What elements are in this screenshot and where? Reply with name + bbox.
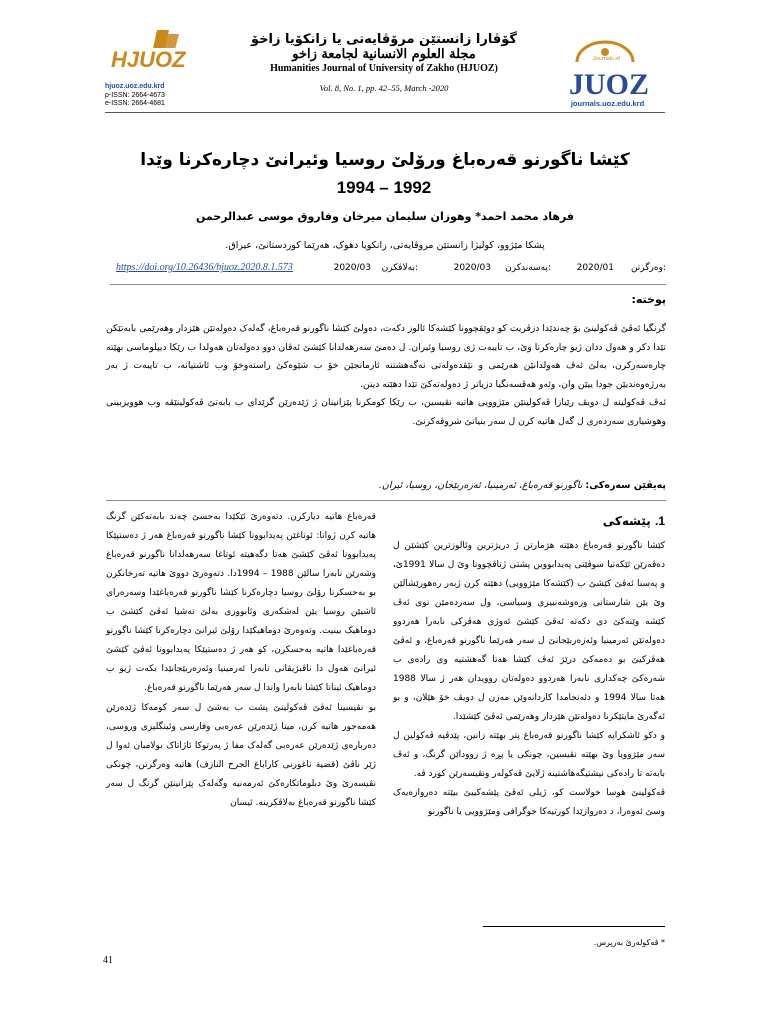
hjuoz-url[interactable]: hjuoz.uoz.edu.krd bbox=[105, 83, 165, 90]
page-number: 41 bbox=[103, 955, 113, 966]
article-title: كێشا ناگورنو قەرەباغ ورۆلێ روسیا وئیرانێ دچارەكرنا وێدا bbox=[140, 150, 630, 170]
section-title: پێشەکی bbox=[602, 514, 651, 528]
article-affiliation: پشکا مێژوو، کولیژا زانستێن مروڤایەتی، زانکویا دهوک، هەرێما کوردستانێ، عیراق. bbox=[225, 240, 545, 251]
section-heading bbox=[393, 512, 665, 531]
body-paragraph: ڤەکولینێ هوسا خولاست کو، ژیلی ئەڤێ پێشەکییێ بیێتە دەروازەیەک وسێ ئەوەرا، د دەروازێدا کورتیەکا جوگرافی ومێژوویی یا ناگورنو bbox=[393, 788, 665, 817]
juoz-url[interactable]: journals.uoz.edu.krd bbox=[570, 99, 645, 108]
body-paragraph: و دکو ئاشکرایە کێشا ناگورنو قەرەباغ پتر بهێتە زانین، پێدڤیە ڤەکولین ل سەر مێژوویا وێ بهێتە نڤیسین، چونکی یا پڕە ژ رووداێن گرنگ، و ئەڤ بابەتە تا رادەکی نیشتیگەهاشتینە ژلایێ ڤەکولەر ونڤیسەرێن کورد ڤە. bbox=[393, 731, 665, 779]
footnote: * ڤەکولەرێ بەرپرس. bbox=[593, 938, 665, 947]
doi-link[interactable]: https://doi.org/10.26436/hjuoz.2020.8.1.573 bbox=[116, 262, 293, 273]
received-value: 2020/01 bbox=[576, 263, 614, 273]
keywords-line bbox=[106, 480, 666, 491]
dates-divider bbox=[110, 284, 666, 285]
right-column bbox=[393, 512, 665, 822]
juoz-logo-text: JUOZ bbox=[569, 68, 648, 98]
journal-title-kurdish: گۆڤارا زانستێن مرۆڤایەتی یا زانكۆیا زاخۆ bbox=[251, 32, 517, 47]
abstract-paragraph: ئەڤ ڤەکولینە ل دویڤ رێبازا ڤەکولینێن مێژوویی هاتیە نڤیسین، ب رێکا کومکرنا پێزانینان ژ ژێدەرێن گرێدای ب بابەتێ ڤەکولینێڤە وب هوویربینی وهوشیاری سەردەری ل گەل هاتیە کرن ل سەر بنیاتێ شروڤەکرنێ. bbox=[106, 397, 666, 427]
abstract-heading: پوختە: bbox=[631, 293, 666, 306]
body-paragraph: کێشا ناگورنو قەرەباغ دهێتە هژمارتن ژ دریژترین وئالوزترین کێشێن ل دەڤەرێن ئێکەتیا سوڤێتی پەیدابووین پشتی ژناڤچوونا وێ ل سالا 1991ێ، و پەسنا ئەڤێ کێشێ ب (کێشەکا مێژوویی) دهێتە کرن ژبەر رەهورێشالێن وێ یێن شارستانی ورەوشەنبیری وسیاسی، ول سەردەمێن نوی ئەڤ کێشە وێنەکێ دی دکەتە ئەڤێ کێشێ ئەوژی هەڤرکی نابەرا هەردوو دەولەتێن ئەرمینیا وئەزەربێجانێ ل سەر هەرێما ناگورنو قەرەباغ، و ئەڤێ هەڤرکیێ بو دەمەکێ درێژ ئەڤ کێشا هەتا گەهشتیە وی رادەی ب شەرەکێ چەکداری نابەرا هەردوو دەولەتان روویدان هەر ژ سالا 1988 هەتا سالا 1994 و دئەنجامدا کاردانەوێن مەزن ل دویڤ خۆ هێلان، و بو ئەگەرێ مایتێکرنا دەولەتێن هێزدار وهەرێمی ئەڤێ کێشێدا. bbox=[393, 541, 665, 722]
hjuoz-logo-text: HJUOZ bbox=[111, 47, 186, 72]
body-paragraph: بو نڤیسینا ئەڤێ ڤەکولینێ پشت ب بەشێ ل سەر کومەکا ژێدەرێن هەمەجور هاتیە کرن، مینا ژێدەرێن عەرەبی وفارسی وئینگلیزی وروسی، دەربارەی ژێدەرێن عەرەبی گەلەک مفا ژ پەرتوکا ئاژاتاک بولامبان ئەوا ل ژێر ناڤێ (قضیة ناغورنی كاراباغ الجرح النازف) هاتیە وەرگرتن، چونکی نڤیسەرێ وێ دبلوماتکارەکێ ئەرمەنیە وگەلەک پێزانینێن گرنگ ل سەر کێشا ناگورنو قەرەباغ بەلاڤکرینە. ئیسان bbox=[106, 703, 376, 808]
p-issn: p-ISSN: 2664-4673 bbox=[105, 91, 165, 99]
juoz-logo-small-text: Journals of bbox=[593, 56, 620, 62]
left-column bbox=[106, 508, 376, 814]
published-label: بەلاڤكرن: bbox=[381, 263, 418, 273]
article-years: 1994 – 1992 bbox=[336, 178, 432, 197]
body-paragraph: قەرەباغ هاتیە دیارکرن. دتەوەرێ ئێکێدا بەحسێ چەند بابەتەکێن گرنگ هاتیە کرن ژوانا: ئوتاغێن پەیدابوونا کێشا ناگورنو قەرەباغ هەر ژ دەستپێکا پەیدابوونا ئەڤێ کێشێ هەتا دگەهیتە ئوتاغا سەرهەلدانا ناگورنو قەرەباغ وشەرێن نابەرا سالێن 1988 – 1994دا. دتەوەرێ دووێ هاتیە تەرخانکرن بو بەحسکرنا رۆلێ روسیا دچارەکرنا کێشا ناگورنو قەرەباغێدا وسەرەرای ئاشیێن روسیا یێن لەشکەری وئابووری بەلێ نەشیا ئەڤێ کێشێ ب دوماهیک بینیت. وتەوەرێ دوماهیکێدا رۆلێ ئیرانێ دچارەکرنا کێشا ناگورنو قەرەباغێدا هاتیە بەحسکرن، کو هەر ژ دەستپێکا پەیدابوونا ئەڤێ کێشێ ئیرانێ هەول دا ناڤبژیڤانی نابەرا ئەرمینیا وئەزەربێجانێدا بکەت ژیو ب دوماهیک ئینانا کێشا نابەرا واندا ل سەر هەرێما ناگورنو قەرەباغ. bbox=[106, 512, 376, 693]
accepted-value: 2020/03 bbox=[453, 263, 491, 273]
keywords-label: پەیڤێن سەرەکی: bbox=[585, 480, 666, 491]
juoz-logo bbox=[563, 38, 648, 98]
journal-title-arabic: مجلة العلوم الانسانية لجامعة زاخو bbox=[292, 47, 476, 62]
abstract-paragraph: گرنگیا ئەڤێ ڤەکولینێ بۆ چەندێدا دزڤریت کو دوێڤچوونا کێشەکا ئالوز دکەت، دەولێ کێشا ناگورنو قەرەباغ، گەلەک دەولەتێن هێزدار وهەرێمی بابەتێکن تێدا دکر و هەول ددان ژیو چارەکرنا وێ، ب تایبەت ژی روسیا وئیران. ل دەمێ سەرهەلدانا کێشێ ئەڤان دوو دەولەتان هەولدا ب رێکا دیپلوماسی بهێتە چارەسەرکرن، بەلێ ئەڤ هەولدانێن هەرێمی و نێڤدەولەتی نەگەهشتنە ئارمانجێن خۆ ب شێوەکێ راستەوخۆ وب ئاشتیانە، ب تایبەت ژ بەر بەرژەوەندیێن جودا ییێن وان، وئەو هەڤسەنگیا دزیاتر ژ دەولەتەکێ تێدا دهێتە دیتن. bbox=[106, 323, 666, 390]
keywords-divider bbox=[106, 500, 666, 501]
keywords-list: ناگورنو قەرەباغ، ئەرمینیا، ئەزەربێجان، روسیا، ئیران. bbox=[378, 480, 583, 491]
accepted-label: پەسەندکرن: bbox=[505, 263, 551, 273]
journal-volume-info: Vol. 8, No. 1, pp. 42–55, March -2020 bbox=[319, 83, 449, 93]
received-label: وەرگرتن: bbox=[630, 263, 666, 273]
dates-row bbox=[110, 263, 666, 277]
e-issn: e-ISSN: 2664-4681 bbox=[105, 100, 165, 107]
section-number: 1. bbox=[654, 514, 665, 528]
juoz-logo-graphic bbox=[563, 38, 648, 98]
journal-title-english: Humanities Journal of University of Zakho (HJUOZ) bbox=[270, 63, 498, 74]
header-divider bbox=[105, 112, 665, 113]
published-value: 2020/03 bbox=[333, 263, 371, 273]
abstract-body bbox=[106, 320, 666, 431]
footnote-divider bbox=[483, 926, 665, 927]
article-authors: فرهاد محمد احمد* وهوزان سلیمان میرخان وفاروق موسى عبدالرحمن bbox=[196, 210, 574, 223]
